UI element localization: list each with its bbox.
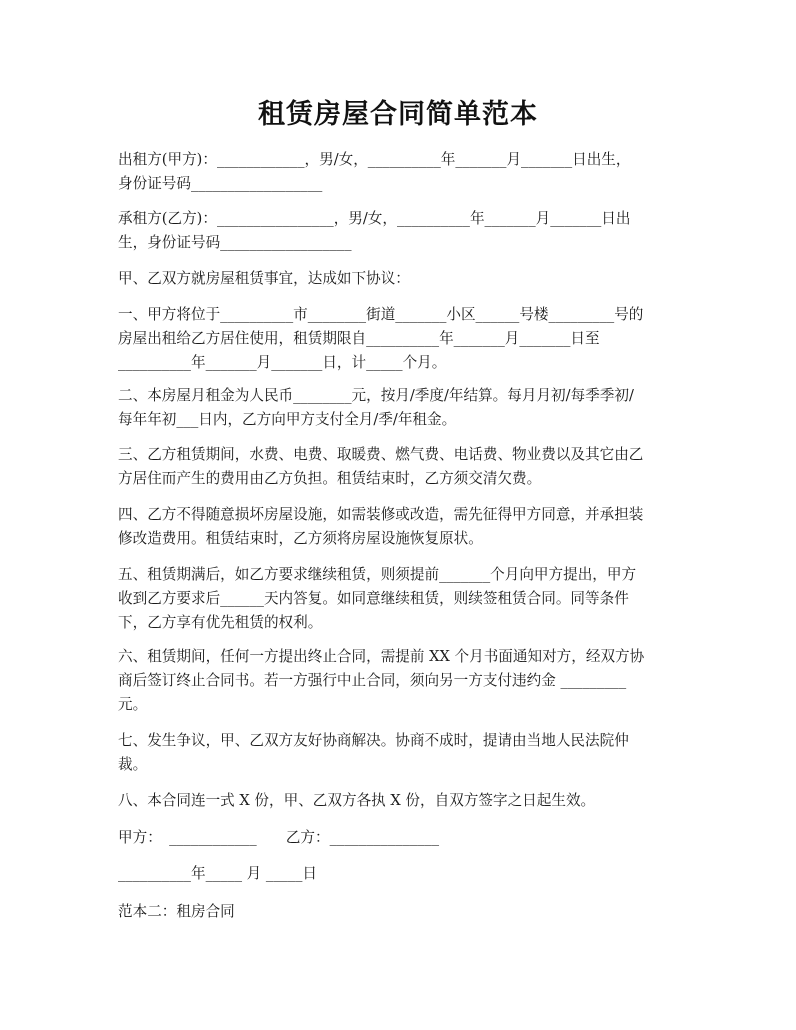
text-line: 八、本合同连一式 X 份，甲、乙双方各执 X 份，自双方签字之日起生效。 (118, 792, 596, 809)
text-line: 裁。 (118, 756, 148, 773)
text-line: 房屋出租给乙方居住使用，租赁期限自__________年_______月_______日至 (118, 330, 600, 347)
paragraph-lessee (118, 207, 684, 255)
document-title: 租赁房屋合同简单范本 (258, 99, 538, 130)
text-line: 元。 (118, 696, 148, 713)
text-line: 六、租赁期间，任何一方提出终止合同，需提前 XX 个月书面通知对方，经双方协 (118, 648, 645, 665)
text-line: 方居住而产生的费用由乙方负担。租赁结束时，乙方须交清欠费。 (118, 470, 542, 487)
text-line: 甲方： ____________ 乙方：_______________ (118, 829, 440, 846)
text-line: __________年_______月_______日，计_____个月。 (118, 354, 447, 371)
paragraph-lessor (118, 148, 684, 196)
text-line: 一、甲方将位于__________市________街道_______小区______号楼_________号的 (118, 306, 644, 323)
text-line: 下，乙方享有优先租赁的权利。 (118, 614, 323, 631)
clause-6 (118, 645, 684, 717)
clause-8 (118, 789, 684, 813)
clause-1 (118, 303, 684, 375)
text-line: 五、租赁期满后，如乙方要求继续租赁，则须提前_______个月向甲方提出，甲方 (118, 566, 637, 583)
text-line: 收到乙方要求后______天内答复。如同意继续租赁，则续签租赁合同。同等条件 (118, 590, 629, 607)
paragraph-agreement-intro (118, 267, 684, 291)
clause-7 (118, 729, 684, 777)
signature-line (118, 826, 684, 850)
text-line: 出租方(甲方)：____________，男/女，__________年_______月_______日出生， (118, 151, 631, 168)
text-line: 二、本房屋月租金为人民币________元，按月/季度/年结算。每月月初/每季季初/ (118, 387, 634, 404)
text-line: 承租方(乙方)：________________，男/女，__________年_______月_______日出 (118, 210, 631, 227)
text-line: 四、乙方不得随意损坏房屋设施，如需装修或改造，需先征得甲方同意，并承担装 (118, 506, 644, 523)
text-line: 七、发生争议，甲、乙双方友好协商解决。协商不成时，提请由当地人民法院仲 (118, 732, 629, 749)
text-line: 商后签订终止合同书。若一方强行中止合同，须向另一方支付违约金 _________ (118, 672, 627, 689)
text-line: 生，身份证号码__________________ (118, 234, 352, 251)
text-line: __________年_____ 月 _____日 (118, 865, 317, 882)
text-line: 修改造费用。租赁结束时，乙方须将房屋设施恢复原状。 (118, 530, 483, 547)
clause-5 (118, 563, 684, 635)
text-line: 范本二：租房合同 (118, 903, 235, 920)
text-line: 每年年初___日内，乙方向甲方支付全月/季/年租金。 (118, 411, 457, 428)
clause-3 (118, 443, 684, 491)
text-line: 三、乙方租赁期间，水费、电费、取暖费、燃气费、电话费、物业费以及其它由乙 (118, 446, 644, 463)
clause-2 (118, 384, 684, 432)
clause-4 (118, 503, 684, 551)
text-line: 甲、乙双方就房屋租赁事宜，达成如下协议： (118, 270, 410, 287)
sample-two-heading (118, 900, 684, 924)
date-line (118, 862, 684, 886)
text-line: 身份证号码__________________ (118, 175, 323, 192)
